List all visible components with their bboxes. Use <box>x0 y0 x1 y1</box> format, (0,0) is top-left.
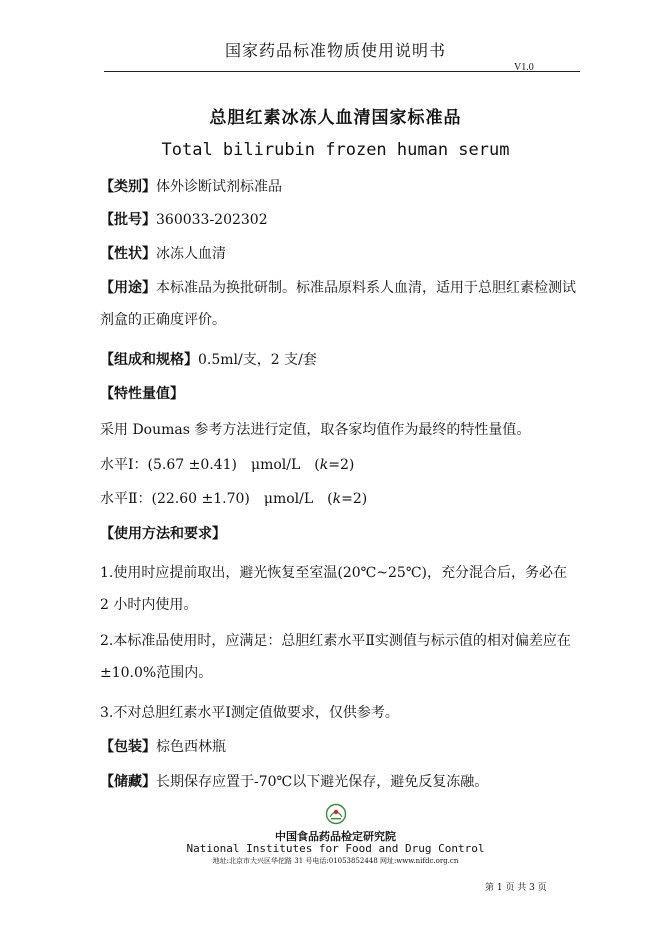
character-row <box>100 244 226 264</box>
property-level2 <box>100 489 367 509</box>
usage-item-2: 2.本标准品使用时，应满足：总胆红素水平Ⅱ实测值与标示值的相对偏差应在±10.0%范围内。 <box>100 633 571 681</box>
storage-value: 长期保存应置于-70℃以下避光保存，避免反复冻融。 <box>156 774 489 790</box>
character-value: 冰冻人血清 <box>156 246 226 262</box>
character-label: 【性状】 <box>100 246 156 262</box>
header-title: 国家药品标准物质使用说明书 <box>224 41 446 60</box>
composition-label: 【组成和规格】 <box>100 352 198 368</box>
usage-label: 【使用方法和要求】 <box>100 526 226 542</box>
property-level1 <box>100 455 354 475</box>
purpose-value: 本标准品为换批研制。标准品原料系人血清，适用于总胆红素检测试剂盒的正确度评价。 <box>100 280 576 328</box>
package-value: 棕色西林瓶 <box>156 739 226 755</box>
footer-org-en: National Institutes for Food and Drug Control <box>186 842 485 855</box>
category-row <box>100 177 282 197</box>
page-number: 第 1 页 共 3 页 <box>485 883 547 893</box>
document-title: 总胆红素冰冻人血清国家标准品 <box>209 108 462 128</box>
storage-label: 【储藏】 <box>100 774 156 790</box>
usage-item-1: 1.使用时应提前取出，避光恢复至室温(20℃~25℃)，充分混合后，务必在 2 小时内使用。 <box>100 565 567 613</box>
property-label: 【特性量值】 <box>100 386 184 402</box>
institute-logo-icon <box>324 803 348 825</box>
level1-prefix: 水平Ⅰ：(5.67 ±0.41) μmol/L ( <box>100 457 320 473</box>
purpose-label: 【用途】 <box>100 280 156 296</box>
footer-address: 地址:北京市大兴区华佗路 31 号电话:01053852448 网址:www.nifdc.org.cn <box>212 857 459 865</box>
level1-k: k <box>319 457 329 473</box>
footer-org-cn: 中国食品药品检定研究院 <box>275 830 396 843</box>
storage-row <box>100 772 488 792</box>
category-label: 【类别】 <box>100 179 156 195</box>
category-value: 体外诊断试剂标准品 <box>156 179 282 195</box>
property-text: 采用 Doumas 参考方法进行定值，取各家均值作为最终的特性量值。 <box>100 422 531 438</box>
document-subtitle: Total bilirubin frozen human serum <box>161 140 510 160</box>
header-divider <box>104 71 580 72</box>
composition-value: 0.5ml/支，2 支/套 <box>198 352 317 368</box>
level1-suffix: =2) <box>328 457 355 473</box>
usage-item-3: 3.不对总胆红素水平Ⅰ测定值做要求，仅供参考。 <box>100 705 399 721</box>
batch-row <box>100 210 268 230</box>
level2-k: k <box>332 491 342 507</box>
batch-label: 【批号】 <box>100 212 156 228</box>
composition-row <box>100 350 317 370</box>
purpose-paragraph <box>100 272 576 336</box>
package-label: 【包装】 <box>100 739 156 755</box>
package-row <box>100 737 226 757</box>
level2-prefix: 水平Ⅱ：(22.60 ±1.70) μmol/L ( <box>100 491 333 507</box>
version-label: V1.0 <box>514 62 534 73</box>
level2-suffix: =2) <box>341 491 368 507</box>
batch-value: 360033-202302 <box>156 212 268 228</box>
